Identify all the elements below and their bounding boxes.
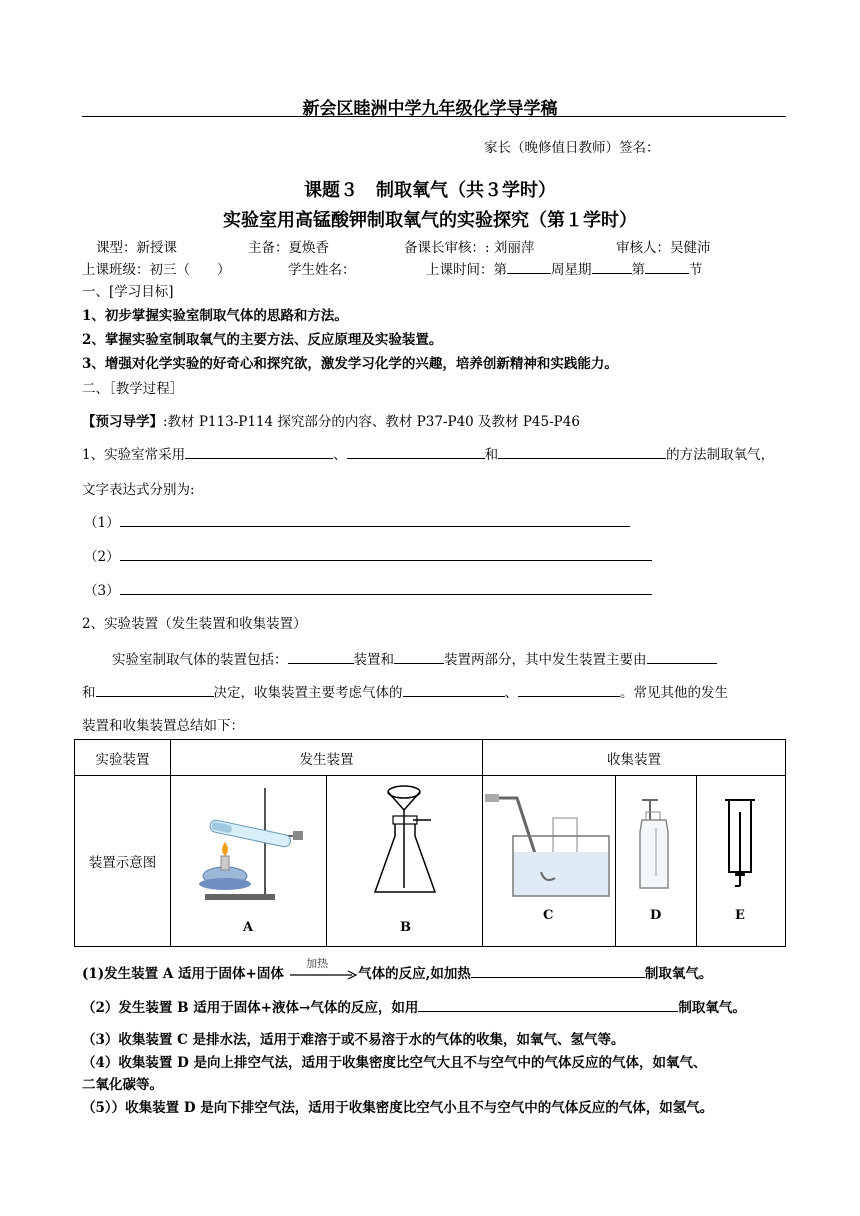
figure-e-cell: [697, 776, 786, 947]
figure-d-cell: [616, 776, 697, 947]
col-header-collector: 收集装置: [483, 740, 786, 776]
goals-heading: 一、[学习目标]: [82, 284, 174, 300]
header-rule: [82, 116, 786, 117]
figure-label-a: A: [243, 920, 254, 935]
lead-teacher: 主备：夏焕香: [248, 240, 329, 256]
col-header-apparatus: 实验装置: [75, 740, 171, 776]
goal-item: 1、初步掌握实验室制取气体的思路和方法。: [82, 308, 348, 324]
reviewer: 备课长审核：: 刘丽萍: [404, 240, 535, 256]
figure-a-cell: [171, 776, 327, 947]
school-title: 新会区睦洲中学九年级化学导学稿: [302, 99, 558, 119]
figure-c-cell: [483, 776, 616, 947]
class-field: 上课班级：初三（ ）: [82, 262, 231, 278]
class-time-field: 上课时间：第 周星期 第 节: [426, 258, 703, 278]
q2-paragraph-line2: 和 决定，收集装置主要考虑气体的 、 。常见其他的发生: [82, 681, 728, 701]
preview-guide: 【预习导学】:教材 P113-P114 探究部分的内容、教材 P37-P40 及教材 P45-P46: [82, 414, 580, 430]
heating-arrow: 加热: [288, 968, 358, 982]
parent-sign-label: 家长（晚修值日教师）签名：: [484, 140, 660, 156]
q1-item-2: （2）: [84, 549, 120, 565]
goal-item: 2、掌握实验室制取氧气的主要方法、反应原理及实验装置。: [82, 332, 443, 348]
student-name-field: 学生姓名：: [288, 262, 356, 278]
note-2: （2）发生装置 B 适用于固体+液体→气体的反应，如用 制取氧气。: [82, 996, 746, 1016]
q2-paragraph-line1: 实验室制取气体的装置包括： 装置和 装置两部分，其中发生装置主要由: [112, 648, 717, 668]
note-1: (1)发生装置 A 适用于固体+固体 加热 气体的反应,如加热 制取氧气。: [82, 956, 713, 982]
checker: 审核人：吴健沛: [616, 240, 711, 256]
process-heading: 二、［教学过程］: [82, 381, 184, 397]
col-header-generator: 发生装置: [171, 740, 483, 776]
subtitle: 实验室用高锰酸钾制取氧气的实验探究（第１学时）: [223, 210, 637, 231]
apparatus-table: [74, 739, 786, 947]
q1-item-3: （3）: [84, 583, 120, 599]
figure-label-b: B: [400, 920, 411, 935]
answer-line: [120, 594, 652, 595]
q1-item-1: （1）: [84, 515, 120, 531]
q1-line: 1、实验室常采用 、 和 的方法制取氧气，: [82, 443, 774, 463]
goal-item: 3、增强对化学实验的好奇心和探究欲，激发学习化学的兴趣，培养创新精神和实践能力。: [82, 356, 618, 372]
note-3: （3）收集装置 C 是排水法，适用于难溶于或不易溶于水的气体的收集，如氧气、氢气等。: [82, 1032, 625, 1048]
answer-line: [120, 526, 630, 527]
course-type: 课型：新授课: [96, 240, 177, 256]
answer-line: [120, 560, 652, 561]
figure-b-cell: [327, 776, 483, 947]
q2-heading: 2、实验装置（发生装置和收集装置）: [82, 616, 307, 632]
q2-paragraph-line3: 装置和收集装置总结如下：: [82, 718, 244, 734]
figure-label-c: C: [543, 908, 554, 923]
note-4-cont: 二氧化碳等。: [82, 1077, 163, 1093]
note-5: （5））收集装置 D 是向下排空气法，适用于收集密度比空气小且不与空气中的气体反应的气体，如氢气。: [82, 1100, 714, 1116]
note-4: （4）收集装置 D 是向上排空气法，适用于收集密度比空气大且不与空气中的气体反应的气体，如氧气、: [82, 1055, 707, 1071]
topic-title: 课题３ 制取氧气（共３学时）: [304, 180, 556, 201]
q1-expression-label: 文字表达式分别为:: [82, 482, 195, 498]
figure-label-e: E: [735, 908, 745, 923]
figure-label-d: D: [650, 908, 662, 923]
row-label-diagram: 装置示意图: [75, 776, 171, 947]
